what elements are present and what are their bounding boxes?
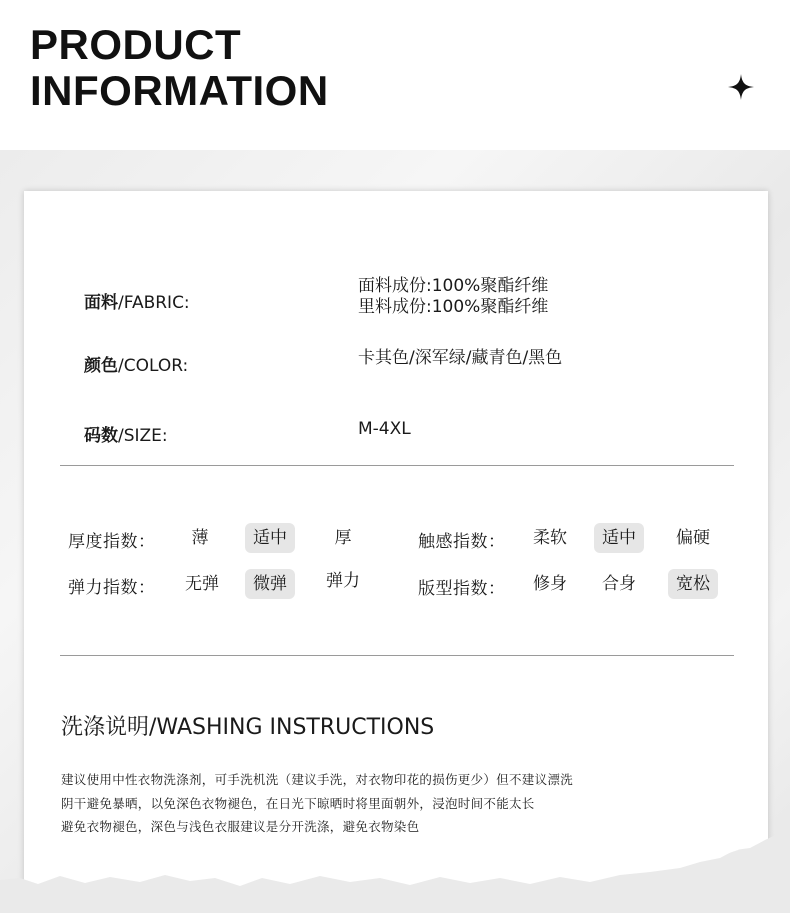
size-value: M-4XL <box>358 419 411 439</box>
touch-option-medium-selected: 适中 <box>594 523 644 553</box>
fabric-value <box>358 276 548 318</box>
fit-index-label: 版型指数： <box>418 579 506 599</box>
size-label <box>84 421 168 446</box>
washing-title: 洗涤说明/WASHING INSTRUCTIONS <box>61 715 435 740</box>
page-title <box>30 22 329 114</box>
fit-option-slim: 修身 <box>533 574 567 594</box>
fabric-value-line1: 面料成份:100%聚酯纤维 <box>358 276 549 296</box>
fabric-label-en: /FABRIC: <box>118 293 190 313</box>
color-value: 卡其色/深军绿/藏青色/黑色 <box>358 348 563 368</box>
color-label-cn: 颜色 <box>84 356 118 376</box>
fabric-value-line2: 里料成份:100%聚酯纤维 <box>358 297 549 317</box>
elasticity-option-stretch: 弹力 <box>326 571 360 591</box>
elasticity-index-label: 弹力指数： <box>68 578 156 598</box>
page-title-line2: INFORMATION <box>30 67 329 114</box>
touch-option-soft: 柔软 <box>533 528 567 548</box>
elasticity-option-slight-selected: 微弹 <box>245 569 295 599</box>
thickness-option-thick: 厚 <box>334 528 352 548</box>
touch-index-label: 触感指数： <box>418 532 506 552</box>
thickness-option-thin: 薄 <box>191 528 209 548</box>
washing-line-2: 阴干避免暴晒，以免深色衣物褪色，在日光下晾晒时将里面朝外，浸泡时间不能太长 <box>61 796 535 811</box>
color-label <box>84 351 188 376</box>
fabric-label <box>84 288 190 313</box>
divider-top <box>60 465 734 466</box>
washing-line-3: 避免衣物褪色，深色与浅色衣服建议是分开洗涤，避免衣物染色 <box>61 819 420 834</box>
divider-bottom <box>60 655 734 656</box>
thickness-option-medium-selected: 适中 <box>245 523 295 553</box>
touch-option-hard: 偏硬 <box>676 528 710 548</box>
fit-option-regular: 合身 <box>602 574 636 594</box>
size-label-cn: 码数 <box>84 426 118 446</box>
fit-option-loose-selected: 宽松 <box>668 569 718 599</box>
four-point-star-icon <box>728 74 754 100</box>
washing-line-1: 建议使用中性衣物洗涤剂，可手洗机洗（建议手洗，对衣物印花的损伤更少）但不建议漂洗 <box>61 772 574 787</box>
thickness-index-label: 厚度指数： <box>68 532 156 552</box>
size-label-en: /SIZE: <box>118 426 168 446</box>
fabric-label-cn: 面料 <box>84 293 118 313</box>
elasticity-option-none: 无弹 <box>185 574 219 594</box>
page-title-line1: PRODUCT <box>30 21 242 68</box>
color-label-en: /COLOR: <box>118 356 189 376</box>
